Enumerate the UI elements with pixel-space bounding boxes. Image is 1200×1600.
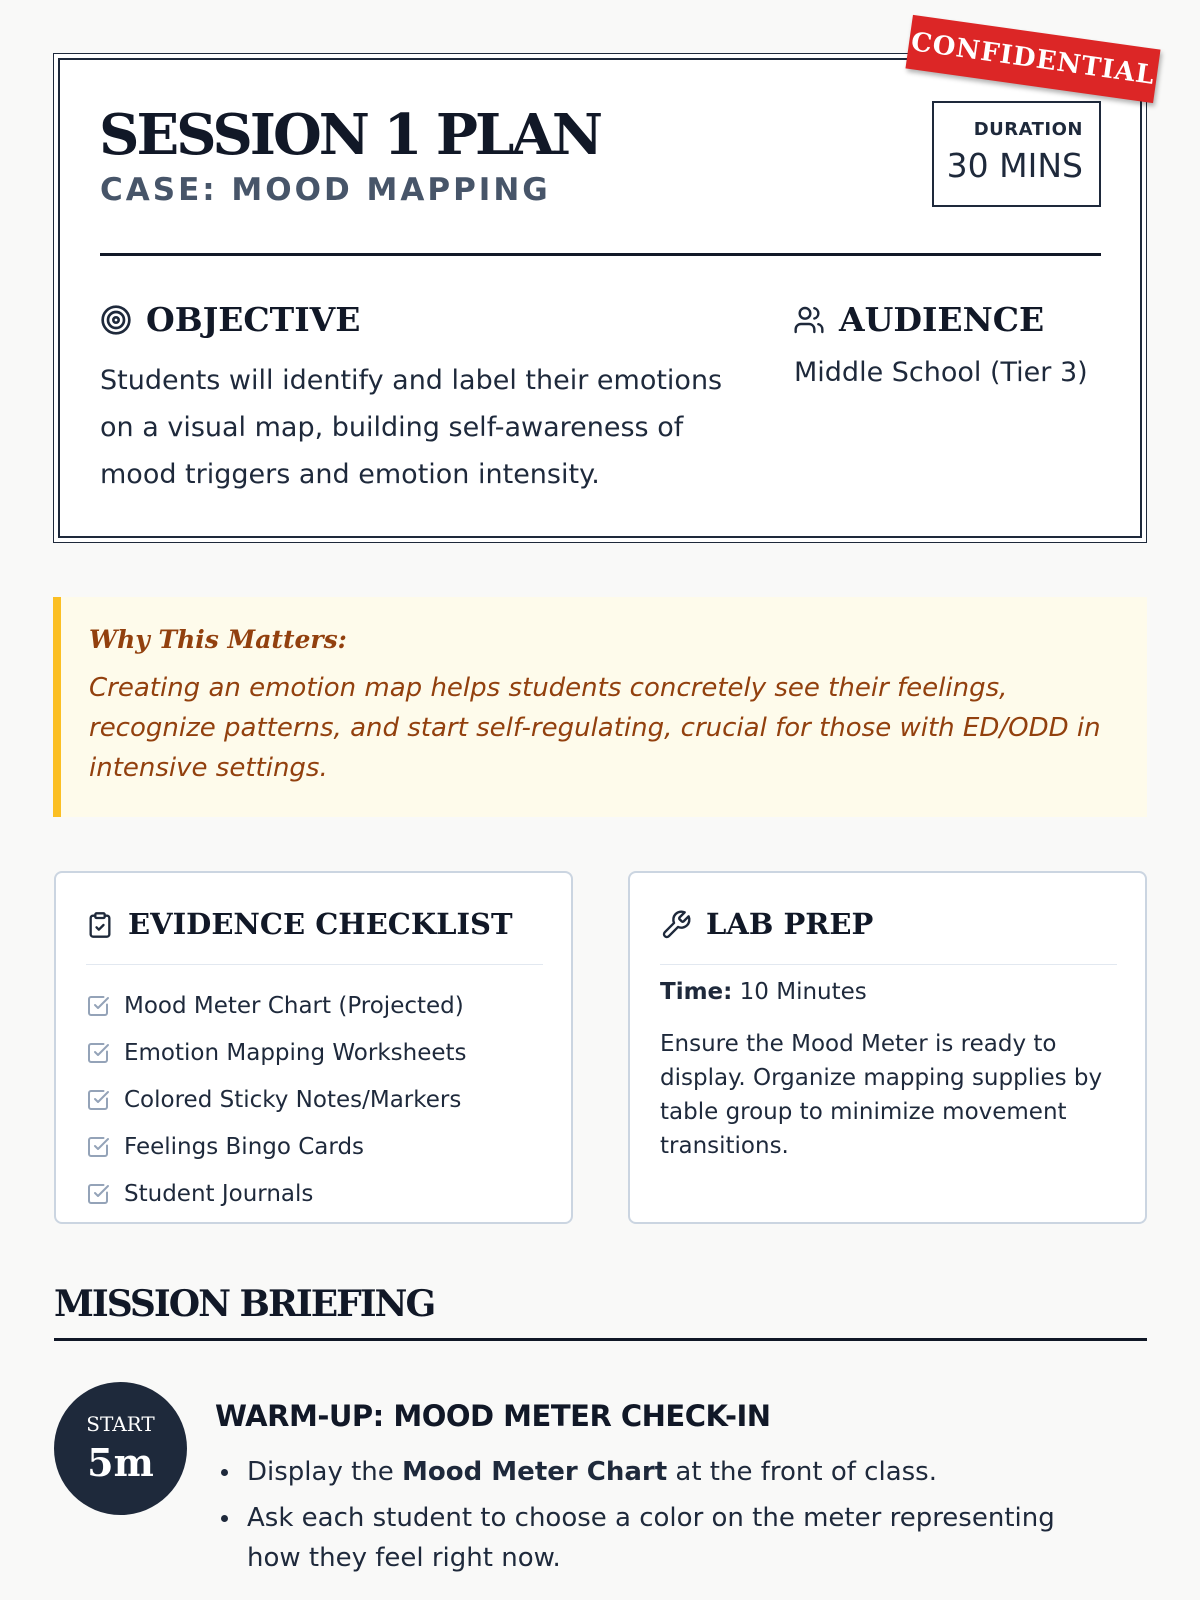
- lab-prep-card: [628, 871, 1147, 1224]
- objective-heading-label: OBJECTIVE: [146, 300, 361, 339]
- step-title: WARM-UP: MOOD METER CHECK-IN: [215, 1399, 771, 1433]
- clipboard-check-icon: [86, 909, 114, 941]
- header-divider: [100, 253, 1101, 256]
- checklist-item: [86, 1076, 467, 1123]
- target-icon: [100, 304, 132, 336]
- checkbox-checked-icon: [86, 1088, 110, 1112]
- step-badge-label: START: [86, 1412, 155, 1436]
- checklist-item: [86, 1123, 467, 1170]
- step-bullet-list: [215, 1452, 1115, 1584]
- step-bullet-text: at the front of class.: [667, 1457, 937, 1487]
- callout-title: Why This Matters:: [89, 625, 347, 654]
- evidence-list: [86, 982, 467, 1217]
- checkbox-checked-icon: [86, 1041, 110, 1065]
- step-bullet: [215, 1498, 1115, 1578]
- mission-divider: [54, 1338, 1147, 1341]
- callout-text: Creating an emotion map helps students concretely see their feelings, recognize patterns, and start self-regulating, crucial for those with ED/ODD in intensive settings.: [89, 673, 1101, 783]
- why-this-matters-callout: [53, 597, 1147, 817]
- duration-label: DURATION: [973, 119, 1083, 140]
- users-icon: [793, 304, 825, 336]
- confidential-stamp: CONFIDENTIAL: [905, 15, 1160, 103]
- objective-text: Students will identify and label their emotions on a visual map, building self-awareness of mood triggers and emotion intensity.: [100, 365, 723, 490]
- audience-heading-label: AUDIENCE: [839, 300, 1045, 339]
- page-title: SESSION 1 PLAN: [99, 102, 601, 168]
- duration-box: [932, 101, 1101, 207]
- evidence-checklist-heading: [86, 907, 543, 965]
- lab-prep-time-value: 10 Minutes: [739, 979, 867, 1005]
- checklist-item: [86, 1170, 467, 1217]
- step-time-badge: [54, 1382, 187, 1515]
- checklist-item-label: Feelings Bingo Cards: [124, 1133, 365, 1160]
- step-bullet-text: Ask each student to choose a color on the meter representing how they feel right now.: [247, 1503, 1055, 1573]
- evidence-heading-label: EVIDENCE CHECKLIST: [128, 907, 513, 941]
- checkbox-checked-icon: [86, 1182, 110, 1206]
- mission-briefing-heading: MISSION BRIEFING: [54, 1283, 435, 1325]
- audience-text: Middle School (Tier 3): [794, 357, 1088, 388]
- checklist-item-label: Colored Sticky Notes/Markers: [124, 1086, 462, 1113]
- checklist-item: [86, 982, 467, 1029]
- checkbox-checked-icon: [86, 1135, 110, 1159]
- lab-prep-time-label: Time:: [660, 979, 733, 1005]
- checklist-item-label: Emotion Mapping Worksheets: [124, 1039, 467, 1066]
- lab-prep-heading: [660, 907, 1117, 965]
- step-bullet: [215, 1452, 1115, 1492]
- lab-prep-heading-label: LAB PREP: [706, 907, 874, 941]
- objective-heading: [100, 300, 360, 339]
- checkbox-checked-icon: [86, 994, 110, 1018]
- audience-heading: [793, 300, 1044, 339]
- step-badge-value: 5m: [87, 1440, 154, 1485]
- wrench-icon: [660, 909, 692, 941]
- lab-prep-time: [660, 979, 867, 1005]
- checklist-item-label: Student Journals: [124, 1180, 314, 1207]
- checklist-item-label: Mood Meter Chart (Projected): [124, 992, 464, 1019]
- evidence-checklist-card: [54, 871, 573, 1224]
- lab-prep-text: Ensure the Mood Meter is ready to display. Organize mapping supplies by table group to minimize movement transitions.: [660, 1031, 1103, 1159]
- step-bullet-text: Display the: [247, 1457, 403, 1487]
- case-subtitle: CASE: MOOD MAPPING: [100, 172, 551, 208]
- checklist-item: [86, 1029, 467, 1076]
- duration-value: 30 MINS: [946, 146, 1083, 185]
- step-bullet-bold: Mood Meter Chart: [402, 1457, 668, 1487]
